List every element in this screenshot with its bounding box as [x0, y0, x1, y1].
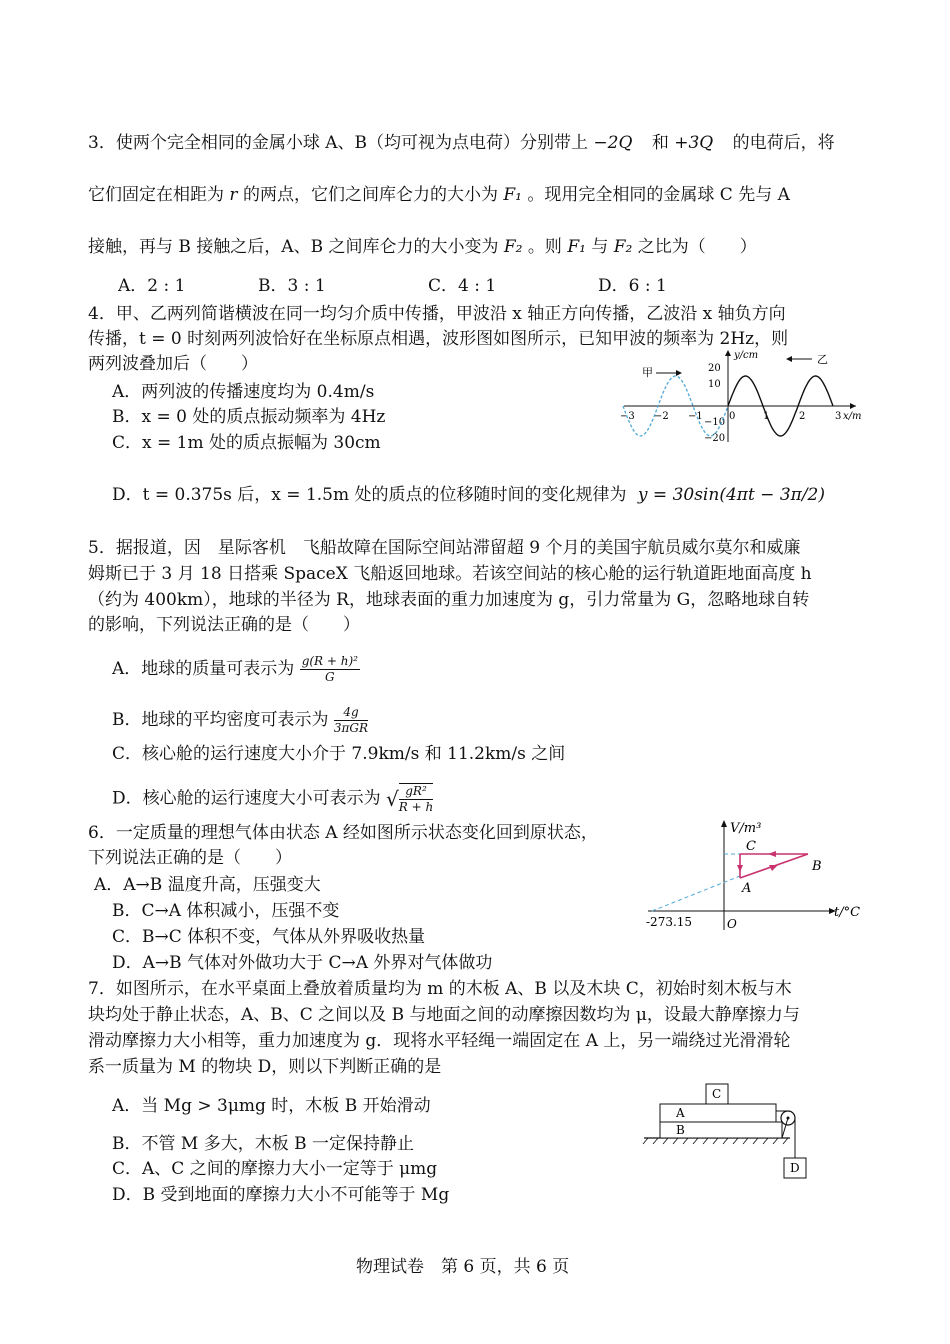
- y-tick: 10: [708, 379, 721, 390]
- x-axis-arrow-icon: [850, 403, 856, 409]
- q5-option-c: C．核心舱的运行速度大小介于 7.9km/s 和 11.2km/s 之间: [112, 744, 566, 764]
- q3-text: 的两点，它们之间库仑力的大小为: [242, 185, 498, 205]
- q5-option-d-text: D．核心舱的运行速度大小可表示为: [112, 788, 381, 809]
- q5-option-a-text: A．地球的质量可表示为: [112, 659, 295, 679]
- wave-b-label: 乙: [817, 353, 828, 366]
- x-tick: 1: [763, 411, 770, 422]
- arrow-left-icon: [786, 356, 792, 362]
- q3-text: 。现用完全相同的金属球 C 先与 A: [527, 185, 790, 205]
- fraction: [334, 705, 368, 736]
- v-axis-label: V/m³: [730, 821, 762, 836]
- q6-option-b: B．C→A 体积减小，压强不变: [112, 901, 340, 921]
- numerator: g(R + h)²: [301, 654, 358, 668]
- q5-line3: （约为 400km），地球的半径为 R，地球表面的重力加速度为 g，引力常量为 G，忽略地球自转: [88, 590, 810, 610]
- q5-option-a: [112, 654, 360, 685]
- arrow-left-icon: [768, 851, 776, 857]
- q3-text: 接触，再与 B 接触之后，A、B 之间库仑力的大小变为: [88, 237, 499, 257]
- point-c-label: C: [746, 839, 756, 854]
- sqrt-icon: √: [386, 787, 399, 811]
- q4-option-b: B．x = 0 处的质点振动频率为 4Hz: [112, 407, 386, 427]
- x-tick: −3: [620, 411, 635, 422]
- q3-line3: [88, 236, 757, 258]
- x-tick: −1: [688, 411, 703, 422]
- q5-line1: 5．据报道，因 星际客机 飞船故障在国际空间站滞留超 9 个月的美国宇航员威尔莫尔和威廉: [88, 538, 801, 558]
- denominator: G: [325, 670, 335, 684]
- q7-line1: 7．如图所示，在水平桌面上叠放着质量均为 m 的木板 A、B 以及木块 C，初始时刻木板与木: [88, 979, 792, 999]
- q3-text: 的电荷后，将: [732, 133, 835, 153]
- force-f1: F₁: [503, 185, 522, 205]
- numerator: 4g: [334, 705, 368, 721]
- q4-line1: 4．甲、乙两列简谐横波在同一均匀介质中传播，甲波沿 x 轴正方向传播，乙波沿 x 轴负方向: [88, 304, 786, 324]
- q7-option-a: A．当 Mg > 3μmg 时，木板 B 开始滑动: [112, 1096, 431, 1116]
- var-r: r: [229, 185, 238, 205]
- t-axis-label: t/°C: [834, 905, 861, 920]
- y-axis-arrow-icon: [725, 350, 731, 356]
- q3-option-d: D．6 : 1: [598, 276, 667, 296]
- q4-line3: 两列波叠加后（ ）: [88, 354, 258, 374]
- q3-text: 之比为（ ）: [637, 237, 757, 257]
- force-f1: F₁: [567, 237, 586, 257]
- numerator: gR²: [399, 784, 433, 800]
- q3-text: 。则: [527, 237, 562, 257]
- force-f2: F₂: [503, 237, 523, 257]
- board-a-label: A: [676, 1106, 685, 1120]
- origin-label: O: [727, 917, 737, 931]
- q7-option-b: B．不管 M 多大，木板 B 一定保持静止: [112, 1134, 415, 1154]
- q3-line2: [88, 184, 790, 206]
- q5-option-b-text: B．地球的平均密度可表示为: [112, 710, 329, 730]
- charge-1: −2Q: [593, 133, 633, 153]
- x-tick: 3: [835, 411, 842, 422]
- q7-line4: 系一质量为 M 的物块 D，则以下判断正确的是: [88, 1057, 442, 1077]
- q3-option-a: A．2 : 1: [118, 276, 186, 296]
- q6-line2: 下列说法正确的是（ ）: [88, 848, 292, 868]
- q5-line2: 姆斯已于 3 月 18 日搭乘 SpaceX 飞船返回地球。若该空间站的核心舱的运行轨道距地面高度 h: [88, 564, 812, 584]
- q5-option-d: [112, 783, 433, 815]
- q7-option-c: C．A、C 之间的摩擦力大小一定等于 μmg: [112, 1159, 438, 1179]
- intercept-label: -273.15: [646, 915, 693, 929]
- y-tick: 20: [708, 363, 721, 374]
- q6-line1: 6．一定质量的理想气体由状态 A 经如图所示状态变化回到原状态，: [88, 823, 598, 843]
- q3-text: 和: [651, 133, 669, 153]
- q3-text: 与: [591, 237, 609, 257]
- vt-figure: [642, 816, 872, 934]
- y-tick: −10: [704, 417, 726, 428]
- q4-line2: 传播，t = 0 时刻两列波恰好在坐标原点相遇，波形图如图所示，已知甲波的频率为 2Hz，则: [88, 329, 789, 349]
- block-d-label: D: [790, 1161, 800, 1175]
- q6-option-a: A．A→B 温度升高，压强变大: [94, 875, 321, 895]
- q4-option-d: [112, 484, 825, 506]
- wave-figure: [616, 346, 866, 446]
- blocks-figure: [640, 1080, 820, 1185]
- q4-option-c: C．x = 1m 处的质点振幅为 30cm: [112, 433, 381, 453]
- arrow-down-icon: [737, 865, 743, 872]
- q7-line3: 滑动摩擦力大小相等，重力加速度为 g．现将水平轻绳一端固定在 A 上，另一端绕过光滑滑轮: [88, 1031, 791, 1051]
- x-axis-label: x/m: [843, 411, 862, 422]
- arrow-right-icon: [676, 370, 682, 376]
- q4-option-d-text: D．t = 0.375s 后，x = 1.5m 处的质点的位移随时间的变化规律为: [112, 485, 627, 505]
- q5-line4: 的影响，下列说法正确的是（ ）: [88, 615, 360, 635]
- q5-option-b: [112, 705, 368, 736]
- point-b-label: B: [812, 859, 822, 874]
- q4-option-a: A．两列波的传播速度均为 0.4m/s: [112, 382, 375, 402]
- x-tick: −2: [654, 411, 669, 422]
- q4-formula: y = 30sin(4πt − 3π/2): [637, 485, 825, 505]
- y-tick: −20: [704, 433, 726, 444]
- x-tick: 0: [729, 411, 736, 422]
- q3-text: 它们固定在相距为: [88, 185, 224, 205]
- point-a-label: A: [742, 881, 752, 896]
- block-c-label: C: [712, 1087, 722, 1101]
- q7-line2: 块均处于静止状态，A、B、C 之间以及 B 与地面之间的动摩擦因数均为 μ，设最大静摩擦力与: [88, 1005, 800, 1025]
- fraction: [399, 783, 433, 815]
- fraction: [300, 654, 360, 685]
- board-b-label: B: [676, 1123, 685, 1137]
- q3-option-c: C．4 : 1: [428, 276, 497, 296]
- ground-hatch: [643, 1138, 788, 1144]
- q6-option-d: D．A→B 气体对外做功大于 C→A 外界对气体做功: [112, 953, 493, 973]
- y-axis-label: y/cm: [734, 350, 759, 361]
- q3-text: 3．使两个完全相同的金属小球 A、B（均可视为点电荷）分别带上: [88, 133, 588, 153]
- q3-line1: [88, 132, 835, 154]
- force-f2: F₂: [613, 237, 633, 257]
- wave-a-label: 甲: [642, 366, 653, 379]
- q6-option-c: C．B→C 体积不变，气体从外界吸收热量: [112, 927, 426, 947]
- denominator: R + h: [398, 800, 434, 814]
- page-footer: 物理试卷 第 6 页，共 6 页: [356, 1257, 570, 1277]
- x-tick: 2: [799, 411, 806, 422]
- q7-option-d: D．B 受到地面的摩擦力大小不可能等于 Mg: [112, 1185, 450, 1205]
- v-axis-arrow-icon: [721, 820, 727, 827]
- extension-line: [652, 876, 740, 911]
- charge-2: +3Q: [674, 133, 714, 153]
- q3-option-b: B．3 : 1: [258, 276, 326, 296]
- denominator: 3πGR: [333, 721, 369, 735]
